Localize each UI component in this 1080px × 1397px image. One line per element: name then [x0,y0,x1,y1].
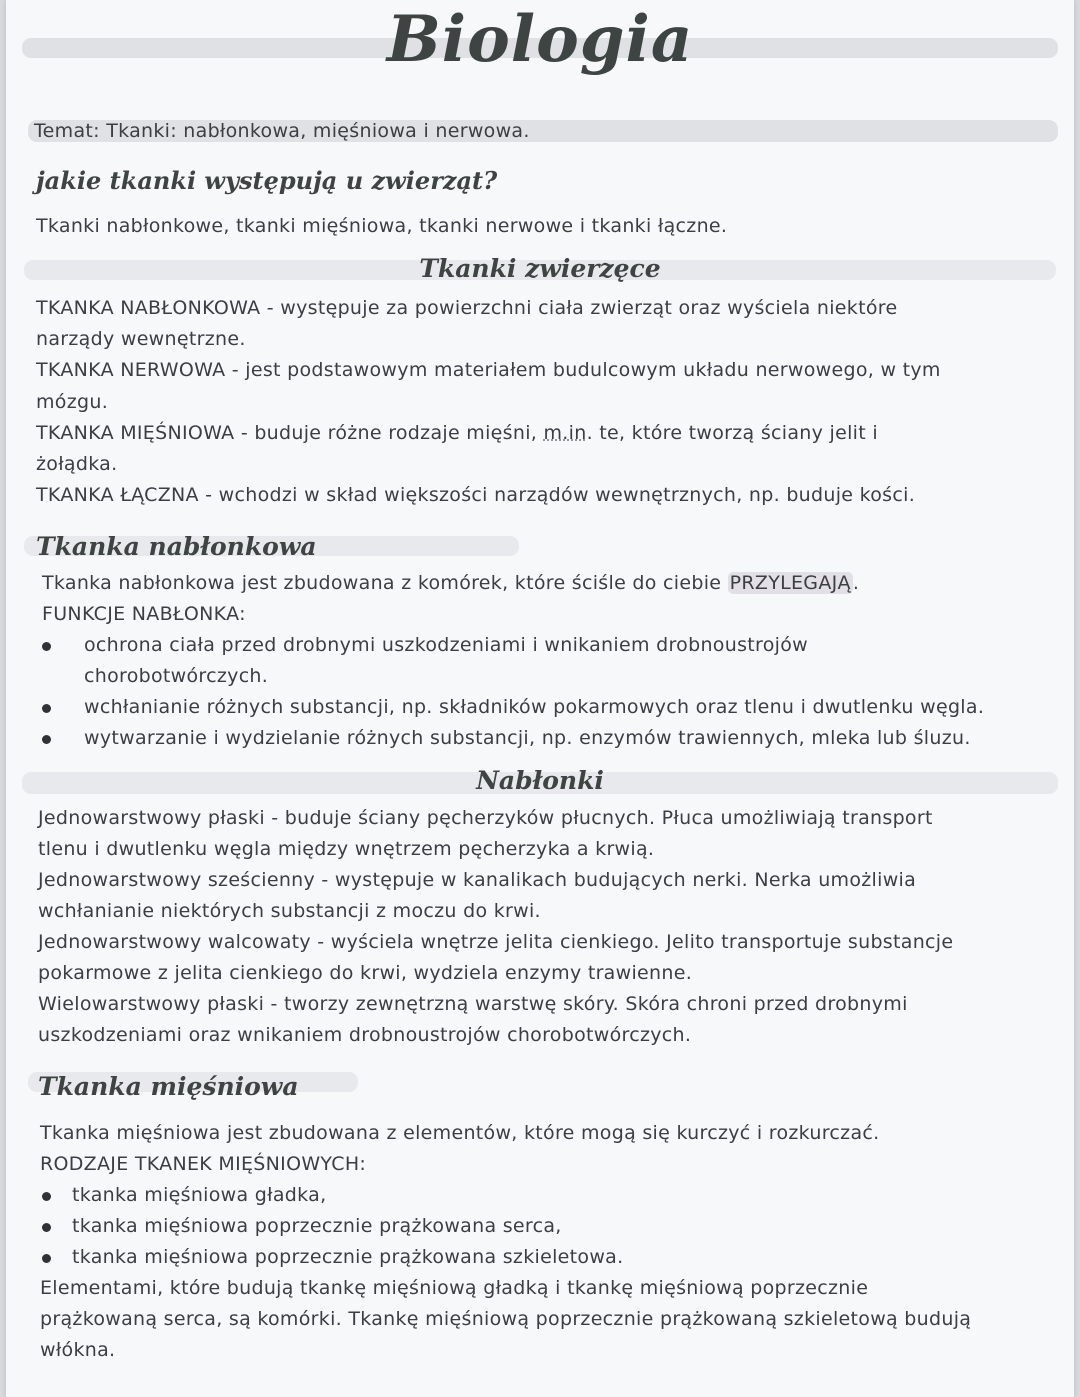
function-item: wytwarzanie i wydzielanie różnych substancji, np. enzymów trawiennych, mleka lub śluzu. [84,727,971,749]
animal-line-part: . te, które tworzą ściany jelit i [586,422,878,444]
animal-line-part: TKANKA MIĘŚNIOWA - buduje różne rodzaje mięśni, [36,422,544,444]
animal-line: narządy wewnętrzne. [36,328,246,350]
abbreviation-min: m.in [543,422,587,444]
animal-line: TKANKA NERWOWA - jest podstawowym materiałem budulcowym układu nerwowego, w tym [36,359,941,381]
bullet-icon [42,1192,51,1201]
intro-end: . [852,572,860,594]
page-title: Biologia [386,2,694,77]
epithelial-intro [42,572,1080,594]
epithelia-line: uszkodzeniami oraz wnikaniem drobnoustrojów chorobotwórczych. [38,1024,692,1046]
epithelia-line: Jednowarstwowy płaski - buduje ściany pęcherzyków płucnych. Płuca umożliwiają transport [38,807,933,829]
epithelia-line: Jednowarstwowy walcowaty - wyściela wnętrze jelita cienkiego. Jelito transportuje substancje [38,931,954,953]
bullet-icon [42,642,51,651]
animal-tissues-heading: Tkanki zwierzęce [419,254,661,283]
bullet-icon [42,704,51,713]
muscle-closing-line: Elementami, które budują tkankę mięśniową gładką i tkankę mięśniową poprzecznie [40,1277,869,1299]
muscle-closing-line: prążkowaną serca, są komórki. Tkankę mięśniową poprzecznie prążkowaną szkieletową budują [40,1308,972,1330]
epithelia-line: Jednowarstwowy sześcienny - występuje w kanalikach budujących nerki. Nerka umożliwia [38,869,917,891]
muscle-closing-line: włókna. [40,1339,116,1361]
epithelia-line: tlenu i dwutlenku węgla między wnętrzem pęcherzyka a krwią. [38,838,655,860]
functions-label: FUNKCJE NABŁONKA: [42,603,246,625]
animal-line: TKANKA ŁĄCZNA - wchodzi w skład większości narządów wewnętrznych, np. buduje kości. [36,484,916,506]
muscle-type-item: tkanka mięśniowa gładka, [72,1184,327,1206]
intro-highlight-word: PRZYLEGAJĄ [729,572,851,594]
muscle-type-item: tkanka mięśniowa poprzecznie prążkowana serca, [72,1215,562,1237]
function-item: chorobotwórczych. [84,665,269,687]
animal-line: TKANKA NABŁONKOWA - występuje za powierzchni ciała zwierząt oraz wyściela niektóre [36,297,898,319]
epithelia-line: Wielowarstwowy płaski - tworzy zewnętrzną warstwę skóry. Skóra chroni przed drobnymi [38,993,908,1015]
question-heading: jakie tkanki występują u zwierząt? [36,166,498,195]
notebook-page [6,0,1074,1397]
bullet-icon [42,1254,51,1263]
topic-line: Temat: Tkanki: nabłonkowa, mięśniowa i nerwowa. [34,120,530,142]
bullet-icon [42,735,51,744]
muscle-intro: Tkanka mięśniowa jest zbudowana z elementów, które mogą się kurczyć i rozkurczać. [40,1122,880,1144]
question-answer: Tkanki nabłonkowe, tkanki mięśniowa, tkanki nerwowe i tkanki łączne. [36,215,728,237]
epithelial-heading: Tkanka nabłonkowa [36,532,317,561]
muscle-type-item: tkanka mięśniowa poprzecznie prążkowana szkieletowa. [72,1246,624,1268]
bullet-icon [42,1223,51,1232]
epithelia-line: wchłanianie niektórych substancji z moczu do krwi. [38,900,541,922]
function-item: wchłanianie różnych substancji, np. składników pokarmowych oraz tlenu i dwutlenku węgla. [84,696,985,718]
animal-line [36,422,1080,444]
animal-line: żołądka. [36,453,118,475]
muscle-heading: Tkanka mięśniowa [38,1072,299,1101]
animal-line: mózgu. [36,391,109,413]
intro-text: Tkanka nabłonkowa jest zbudowana z komórek, które ściśle do ciebie [42,572,728,594]
epithelia-line: pokarmowe z jelita cienkiego do krwi, wydziela enzymy trawienne. [38,962,693,984]
muscle-types-label: RODZAJE TKANEK MIĘŚNIOWYCH: [40,1153,367,1175]
epithelia-heading: Nabłonki [476,766,604,795]
function-item: ochrona ciała przed drobnymi uszkodzeniami i wnikaniem drobnoustrojów [84,634,808,656]
